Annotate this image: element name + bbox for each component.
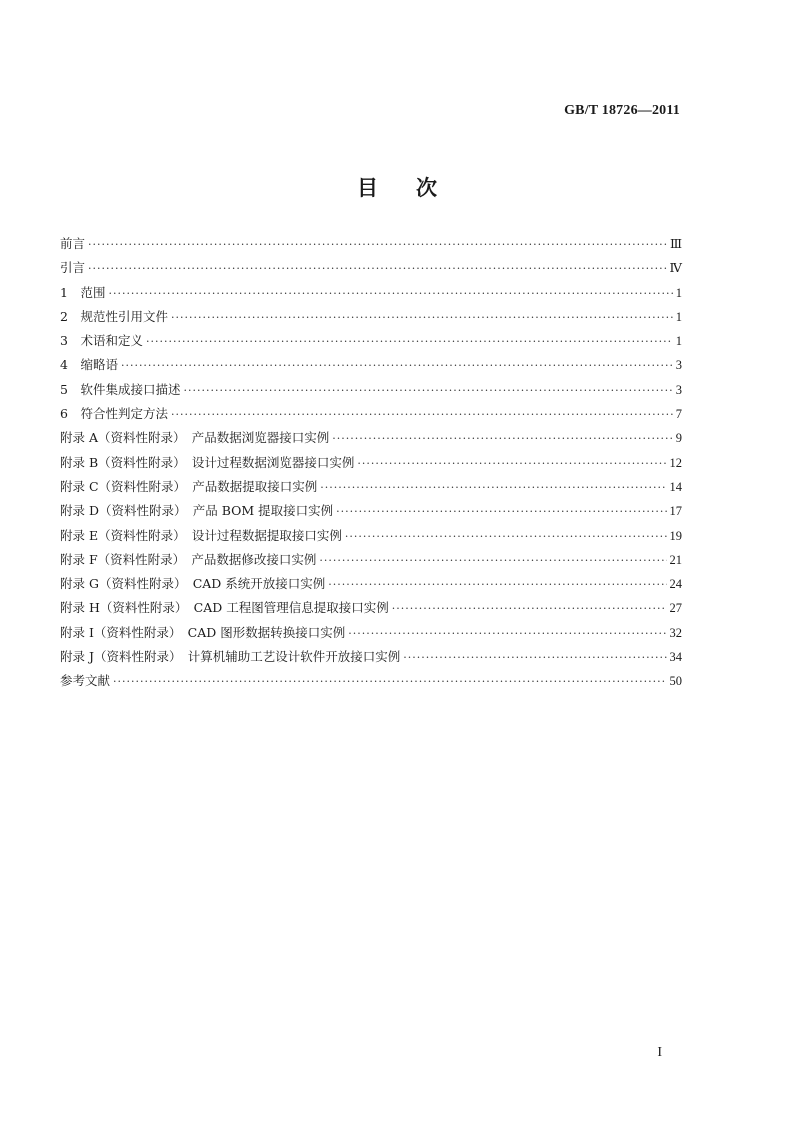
dot-leader bbox=[88, 257, 666, 281]
toc-entry-label: 附录 G（资料性附录） CAD 系统开放接口实例 bbox=[60, 576, 326, 592]
toc-entry-annex-i[interactable] bbox=[60, 621, 682, 645]
toc-entry-terms-definitions[interactable] bbox=[60, 329, 682, 353]
toc-entry-page: 1 bbox=[675, 334, 682, 349]
dot-leader bbox=[108, 282, 672, 306]
toc-entry-label: 附录 I（资料性附录） CAD 图形数据转换接口实例 bbox=[60, 624, 346, 640]
standard-number: GB/T 18726—2011 bbox=[564, 103, 680, 118]
toc-entry-annex-j[interactable] bbox=[60, 645, 682, 669]
toc-entry-label: 3 术语和定义 bbox=[60, 333, 143, 349]
toc-entry-foreword[interactable] bbox=[60, 232, 682, 256]
toc-entry-annex-f[interactable] bbox=[60, 548, 682, 572]
dot-leader bbox=[345, 525, 667, 549]
toc-entry-abbreviations[interactable] bbox=[60, 353, 682, 377]
toc-entry-page: 1 bbox=[675, 285, 682, 300]
toc-entry-label: 6 符合性判定方法 bbox=[60, 406, 168, 422]
toc-entry-page: Ⅲ bbox=[669, 237, 682, 251]
toc-entry-annex-b[interactable] bbox=[60, 451, 682, 475]
dot-leader bbox=[403, 646, 666, 670]
toc-entry-label: 2 规范性引用文件 bbox=[60, 308, 168, 324]
toc-entry-label: 附录 B（资料性附录） 设计过程数据浏览器接口实例 bbox=[60, 454, 355, 470]
toc-entry-label: 附录 A（资料性附录） 产品数据浏览器接口实例 bbox=[60, 430, 330, 446]
table-of-contents bbox=[60, 232, 682, 694]
dot-leader bbox=[357, 452, 666, 476]
dot-leader bbox=[171, 306, 673, 330]
toc-entry-annex-h[interactable] bbox=[60, 596, 682, 620]
toc-entry-page: 19 bbox=[669, 528, 682, 543]
toc-entry-annex-d[interactable] bbox=[60, 499, 682, 523]
toc-entry-page: 14 bbox=[669, 479, 682, 494]
toc-entry-annex-c[interactable] bbox=[60, 475, 682, 499]
toc-entry-annex-e[interactable] bbox=[60, 524, 682, 548]
dot-leader bbox=[319, 549, 666, 573]
toc-entry-label: 附录 E（资料性附录） 设计过程数据提取接口实例 bbox=[60, 527, 342, 543]
toc-entry-page: 50 bbox=[669, 674, 682, 689]
toc-entry-page: 1 bbox=[675, 309, 682, 324]
toc-entry-label: 参考文献 bbox=[60, 673, 111, 689]
toc-entry-page: 9 bbox=[675, 431, 682, 446]
toc-entry-label: 附录 F（资料性附录） 产品数据修改接口实例 bbox=[60, 551, 317, 567]
toc-entry-interface-description[interactable] bbox=[60, 378, 682, 402]
dot-leader bbox=[332, 427, 672, 451]
dot-leader bbox=[328, 573, 666, 597]
toc-entry-page: 32 bbox=[669, 625, 682, 640]
toc-entry-label: 附录 C（资料性附录） 产品数据提取接口实例 bbox=[60, 478, 318, 494]
toc-entry-page: 3 bbox=[675, 358, 682, 373]
toc-entry-page: Ⅳ bbox=[669, 261, 682, 276]
toc-entry-page: 27 bbox=[669, 601, 682, 616]
dot-leader bbox=[146, 330, 673, 354]
toc-entry-page: 3 bbox=[675, 382, 682, 397]
dot-leader bbox=[113, 670, 666, 694]
toc-entry-page: 12 bbox=[669, 455, 682, 470]
dot-leader bbox=[336, 500, 666, 524]
toc-entry-label: 4 缩略语 bbox=[60, 357, 118, 373]
toc-entry-page: 21 bbox=[669, 552, 682, 567]
toc-entry-label: 附录 J（资料性附录） 计算机辅助工艺设计软件开放接口实例 bbox=[60, 649, 401, 665]
toc-entry-page: 24 bbox=[669, 577, 682, 592]
toc-entry-label: 附录 D（资料性附录） 产品 BOM 提取接口实例 bbox=[60, 503, 334, 519]
toc-entry-introduction[interactable] bbox=[60, 256, 682, 280]
toc-entry-label: 引言 bbox=[60, 260, 86, 276]
toc-entry-scope[interactable] bbox=[60, 281, 682, 305]
page-title: 目次 bbox=[357, 176, 475, 200]
toc-entry-page: 7 bbox=[675, 407, 682, 422]
toc-entry-page: 34 bbox=[669, 650, 682, 665]
dot-leader bbox=[183, 379, 672, 403]
toc-entry-normative-references[interactable] bbox=[60, 305, 682, 329]
dot-leader bbox=[121, 354, 673, 378]
dot-leader bbox=[320, 476, 666, 500]
dot-leader bbox=[88, 233, 667, 257]
toc-entry-annex-g[interactable] bbox=[60, 572, 682, 596]
toc-entry-bibliography[interactable] bbox=[60, 669, 682, 693]
dot-leader bbox=[171, 403, 673, 427]
toc-entry-label: 1 范围 bbox=[60, 284, 106, 300]
toc-entry-page: 17 bbox=[669, 504, 682, 519]
toc-entry-label: 前言 bbox=[60, 236, 86, 251]
page-number: I bbox=[657, 1045, 662, 1060]
dot-leader bbox=[348, 622, 666, 646]
toc-entry-label: 附录 H（资料性附录） CAD 工程图管理信息提取接口实例 bbox=[60, 600, 389, 616]
dot-leader bbox=[392, 597, 667, 621]
toc-entry-conformance-method[interactable] bbox=[60, 402, 682, 426]
toc-entry-label: 5 软件集成接口描述 bbox=[60, 381, 181, 397]
toc-entry-annex-a[interactable] bbox=[60, 426, 682, 450]
